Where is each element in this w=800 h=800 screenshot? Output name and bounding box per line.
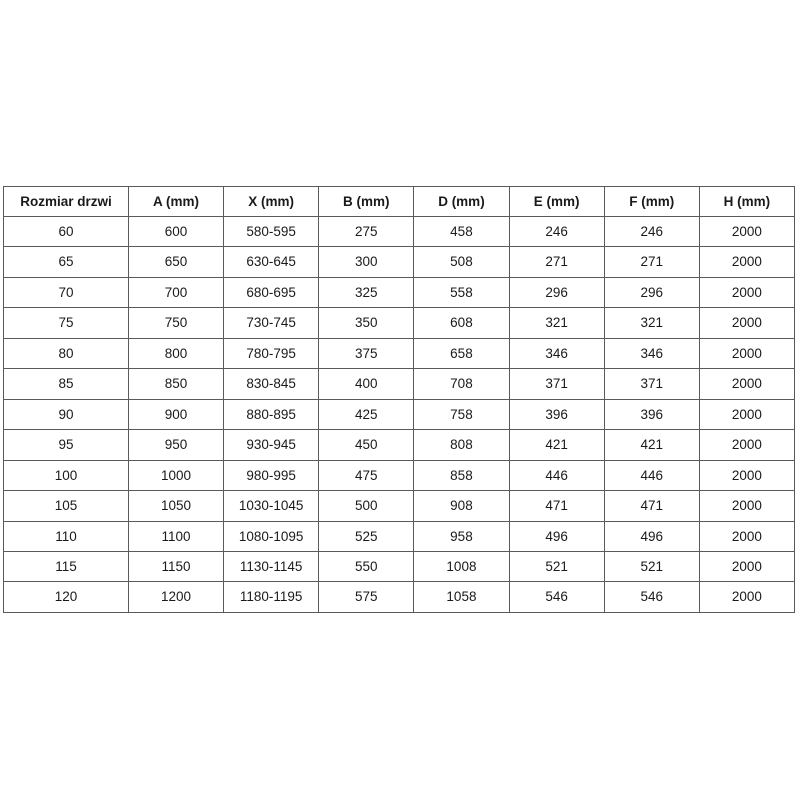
table-cell: 575: [319, 582, 414, 613]
table-cell: 908: [414, 491, 509, 521]
table-cell: 2000: [699, 521, 794, 551]
table-row: [4, 582, 795, 613]
table-row: [4, 491, 795, 521]
table-cell: 296: [509, 277, 604, 307]
table-cell: 1058: [414, 582, 509, 613]
table-cell: 271: [509, 247, 604, 277]
table-cell: 120: [4, 582, 129, 613]
table-cell: 1050: [128, 491, 223, 521]
table-cell: 580-595: [224, 217, 319, 247]
table-cell: 880-895: [224, 399, 319, 429]
table-row: [4, 247, 795, 277]
table-cell: 371: [604, 369, 699, 399]
table-cell: 758: [414, 399, 509, 429]
table-cell: 496: [604, 521, 699, 551]
table-cell: 2000: [699, 247, 794, 277]
table-cell: 2000: [699, 491, 794, 521]
table-row: [4, 551, 795, 581]
table-cell: 90: [4, 399, 129, 429]
table-cell: 271: [604, 247, 699, 277]
table-cell: 2000: [699, 308, 794, 338]
table-row: [4, 277, 795, 307]
table-cell: 325: [319, 277, 414, 307]
table-cell: 80: [4, 338, 129, 368]
table-row: [4, 399, 795, 429]
column-header: D (mm): [414, 187, 509, 217]
table-cell: 2000: [699, 217, 794, 247]
table-cell: 100: [4, 460, 129, 490]
table-cell: 808: [414, 430, 509, 460]
table-cell: 508: [414, 247, 509, 277]
table-cell: 630-645: [224, 247, 319, 277]
table-cell: 608: [414, 308, 509, 338]
table-cell: 70: [4, 277, 129, 307]
table-cell: 2000: [699, 430, 794, 460]
table-cell: 346: [509, 338, 604, 368]
table-cell: 658: [414, 338, 509, 368]
table-cell: 1008: [414, 551, 509, 581]
table-cell: 858: [414, 460, 509, 490]
table-cell: 321: [509, 308, 604, 338]
column-header: Rozmiar drzwi: [4, 187, 129, 217]
table-cell: 850: [128, 369, 223, 399]
table-cell: 396: [509, 399, 604, 429]
table-cell: 1030-1045: [224, 491, 319, 521]
table-cell: 471: [604, 491, 699, 521]
table-row: [4, 521, 795, 551]
table-cell: 1180-1195: [224, 582, 319, 613]
table-cell: 421: [604, 430, 699, 460]
table-cell: 371: [509, 369, 604, 399]
table-cell: 65: [4, 247, 129, 277]
table-cell: 830-845: [224, 369, 319, 399]
table-cell: 2000: [699, 460, 794, 490]
table-cell: 446: [509, 460, 604, 490]
table-cell: 346: [604, 338, 699, 368]
table-cell: 60: [4, 217, 129, 247]
table-row: [4, 217, 795, 247]
table-cell: 546: [509, 582, 604, 613]
table-cell: 296: [604, 277, 699, 307]
table-cell: 780-795: [224, 338, 319, 368]
table-cell: 300: [319, 247, 414, 277]
table-cell: 1080-1095: [224, 521, 319, 551]
table-cell: 525: [319, 521, 414, 551]
table-header-row: [4, 187, 795, 217]
table-cell: 650: [128, 247, 223, 277]
table-cell: 321: [604, 308, 699, 338]
table-cell: 2000: [699, 399, 794, 429]
table-cell: 1100: [128, 521, 223, 551]
table-cell: 1130-1145: [224, 551, 319, 581]
table-cell: 750: [128, 308, 223, 338]
table-cell: 471: [509, 491, 604, 521]
table-cell: 105: [4, 491, 129, 521]
table-row: [4, 430, 795, 460]
table-cell: 275: [319, 217, 414, 247]
table-row: [4, 338, 795, 368]
table-cell: 95: [4, 430, 129, 460]
table-cell: 396: [604, 399, 699, 429]
table-cell: 350: [319, 308, 414, 338]
column-header: B (mm): [319, 187, 414, 217]
table-cell: 1150: [128, 551, 223, 581]
table-cell: 930-945: [224, 430, 319, 460]
table-cell: 521: [604, 551, 699, 581]
table-cell: 958: [414, 521, 509, 551]
table-cell: 85: [4, 369, 129, 399]
table-cell: 950: [128, 430, 223, 460]
table-cell: 375: [319, 338, 414, 368]
table-cell: 1000: [128, 460, 223, 490]
column-header: X (mm): [224, 187, 319, 217]
table-cell: 446: [604, 460, 699, 490]
table-cell: 450: [319, 430, 414, 460]
table-row: [4, 369, 795, 399]
table-cell: 900: [128, 399, 223, 429]
table-cell: 425: [319, 399, 414, 429]
table-cell: 75: [4, 308, 129, 338]
table-cell: 980-995: [224, 460, 319, 490]
table-cell: 730-745: [224, 308, 319, 338]
column-header: A (mm): [128, 187, 223, 217]
door-size-spec-table: [3, 186, 795, 613]
table-cell: 421: [509, 430, 604, 460]
table-cell: 546: [604, 582, 699, 613]
table-cell: 2000: [699, 582, 794, 613]
table-cell: 496: [509, 521, 604, 551]
table-cell: 680-695: [224, 277, 319, 307]
column-header: H (mm): [699, 187, 794, 217]
table-cell: 246: [604, 217, 699, 247]
table-cell: 1200: [128, 582, 223, 613]
table-cell: 521: [509, 551, 604, 581]
table-cell: 475: [319, 460, 414, 490]
table-cell: 110: [4, 521, 129, 551]
table-cell: 708: [414, 369, 509, 399]
table-cell: 2000: [699, 277, 794, 307]
table-cell: 2000: [699, 369, 794, 399]
table-cell: 400: [319, 369, 414, 399]
table-cell: 2000: [699, 551, 794, 581]
table-cell: 550: [319, 551, 414, 581]
table-cell: 2000: [699, 338, 794, 368]
table-cell: 115: [4, 551, 129, 581]
table-cell: 558: [414, 277, 509, 307]
table-cell: 800: [128, 338, 223, 368]
column-header: F (mm): [604, 187, 699, 217]
table-cell: 458: [414, 217, 509, 247]
table-row: [4, 460, 795, 490]
table-cell: 500: [319, 491, 414, 521]
table-cell: 700: [128, 277, 223, 307]
table-cell: 600: [128, 217, 223, 247]
table-cell: 246: [509, 217, 604, 247]
column-header: E (mm): [509, 187, 604, 217]
table-row: [4, 308, 795, 338]
